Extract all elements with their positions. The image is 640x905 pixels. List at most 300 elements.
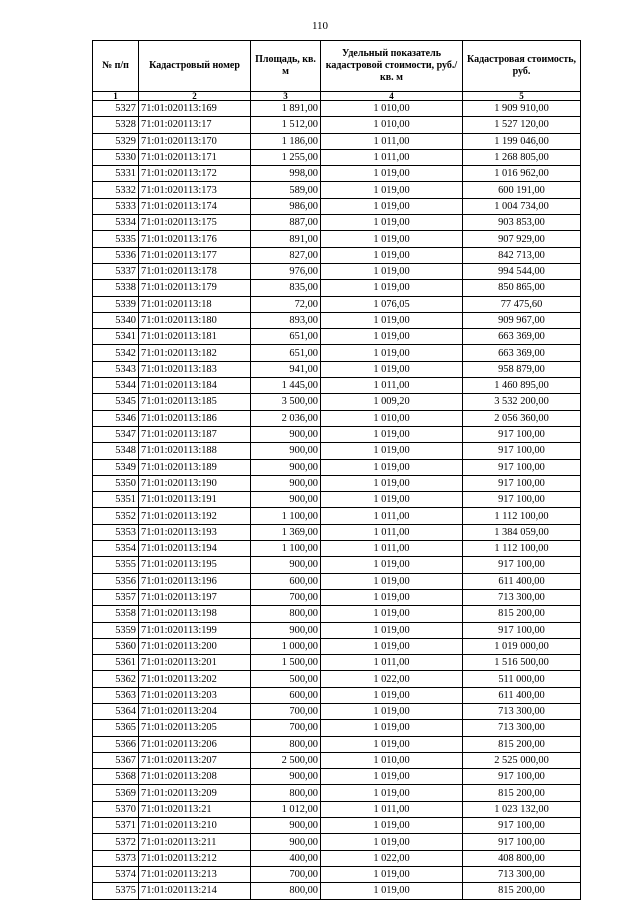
unit-value-cell: 1 019,00 <box>321 492 463 508</box>
cadastral-value-cell: 842 713,00 <box>463 247 581 263</box>
unit-value-cell: 1 019,00 <box>321 426 463 442</box>
cadastral-number-cell: 71:01:020113:188 <box>139 443 251 459</box>
area-cell: 1 012,00 <box>251 801 321 817</box>
cadastral-value-cell: 1 268 805,00 <box>463 149 581 165</box>
cadastral-number-cell: 71:01:020113:172 <box>139 166 251 182</box>
row-number-cell: 5344 <box>93 378 139 394</box>
row-number-cell: 5348 <box>93 443 139 459</box>
row-number-cell: 5351 <box>93 492 139 508</box>
area-cell: 700,00 <box>251 720 321 736</box>
cadastral-value-cell: 1 112 100,00 <box>463 541 581 557</box>
cadastral-value-cell: 77 475,60 <box>463 296 581 312</box>
row-number-cell: 5328 <box>93 117 139 133</box>
cadastral-number-cell: 71:01:020113:183 <box>139 361 251 377</box>
unit-value-cell: 1 010,00 <box>321 752 463 768</box>
cadastral-value-cell: 917 100,00 <box>463 443 581 459</box>
area-cell: 891,00 <box>251 231 321 247</box>
header-area: Площадь, кв. м <box>251 41 321 92</box>
row-number-cell: 5331 <box>93 166 139 182</box>
column-number: 2 <box>139 92 251 101</box>
area-cell: 900,00 <box>251 443 321 459</box>
area-cell: 900,00 <box>251 818 321 834</box>
unit-value-cell: 1 019,00 <box>321 247 463 263</box>
area-cell: 900,00 <box>251 557 321 573</box>
unit-value-cell: 1 011,00 <box>321 508 463 524</box>
row-number-cell: 5342 <box>93 345 139 361</box>
page-number: 110 <box>311 20 329 32</box>
column-number: 5 <box>463 92 581 101</box>
table-row <box>93 720 581 736</box>
area-cell: 1 369,00 <box>251 524 321 540</box>
column-number: 1 <box>93 92 139 101</box>
cadastral-value-cell: 909 967,00 <box>463 312 581 328</box>
cadastral-number-cell: 71:01:020113:176 <box>139 231 251 247</box>
cadastral-number-cell: 71:01:020113:21 <box>139 801 251 817</box>
cadastral-number-cell: 71:01:020113:202 <box>139 671 251 687</box>
cadastral-value-cell: 408 800,00 <box>463 850 581 866</box>
row-number-cell: 5362 <box>93 671 139 687</box>
row-number-cell: 5356 <box>93 573 139 589</box>
cadastral-value-cell: 511 000,00 <box>463 671 581 687</box>
cadastral-value-cell: 611 400,00 <box>463 573 581 589</box>
area-cell: 1 255,00 <box>251 149 321 165</box>
cadastral-number-cell: 71:01:020113:211 <box>139 834 251 850</box>
cadastral-number-cell: 71:01:020113:214 <box>139 883 251 899</box>
table-row <box>93 459 581 475</box>
table-row <box>93 394 581 410</box>
cadastral-value-cell: 903 853,00 <box>463 215 581 231</box>
row-number-cell: 5367 <box>93 752 139 768</box>
cadastral-number-cell: 71:01:020113:17 <box>139 117 251 133</box>
table-row <box>93 866 581 882</box>
table-row <box>93 736 581 752</box>
area-cell: 986,00 <box>251 198 321 214</box>
row-number-cell: 5360 <box>93 638 139 654</box>
row-number-cell: 5343 <box>93 361 139 377</box>
row-number-cell: 5371 <box>93 818 139 834</box>
cadastral-value-cell: 917 100,00 <box>463 459 581 475</box>
cadastral-number-cell: 71:01:020113:198 <box>139 606 251 622</box>
cadastral-number-cell: 71:01:020113:209 <box>139 785 251 801</box>
row-number-cell: 5336 <box>93 247 139 263</box>
table-row <box>93 247 581 263</box>
row-number-cell: 5350 <box>93 475 139 491</box>
table-row <box>93 687 581 703</box>
header-unit-value: Удельный показатель кадастровой стоимости, руб./кв. м <box>321 41 463 92</box>
cadastral-value-cell: 1 016 962,00 <box>463 166 581 182</box>
cadastral-value-cell: 713 300,00 <box>463 866 581 882</box>
unit-value-cell: 1 019,00 <box>321 345 463 361</box>
cadastral-number-cell: 71:01:020113:171 <box>139 149 251 165</box>
unit-value-cell: 1 019,00 <box>321 785 463 801</box>
cadastral-value-cell: 2 056 360,00 <box>463 410 581 426</box>
unit-value-cell: 1 076,05 <box>321 296 463 312</box>
unit-value-cell: 1 019,00 <box>321 736 463 752</box>
unit-value-cell: 1 022,00 <box>321 850 463 866</box>
table-row <box>93 785 581 801</box>
cadastral-number-cell: 71:01:020113:181 <box>139 329 251 345</box>
cadastral-value-cell: 663 369,00 <box>463 345 581 361</box>
unit-value-cell: 1 019,00 <box>321 622 463 638</box>
unit-value-cell: 1 019,00 <box>321 443 463 459</box>
row-number-cell: 5373 <box>93 850 139 866</box>
cadastral-number-cell: 71:01:020113:208 <box>139 769 251 785</box>
unit-value-cell: 1 019,00 <box>321 166 463 182</box>
table-row <box>93 573 581 589</box>
table-row <box>93 361 581 377</box>
row-number-cell: 5349 <box>93 459 139 475</box>
table-row <box>93 541 581 557</box>
table-row <box>93 818 581 834</box>
cadastral-value-cell: 958 879,00 <box>463 361 581 377</box>
cadastral-number-cell: 71:01:020113:177 <box>139 247 251 263</box>
table-row <box>93 280 581 296</box>
cadastral-number-cell: 71:01:020113:185 <box>139 394 251 410</box>
unit-value-cell: 1 019,00 <box>321 231 463 247</box>
unit-value-cell: 1 019,00 <box>321 215 463 231</box>
row-number-cell: 5345 <box>93 394 139 410</box>
area-cell: 887,00 <box>251 215 321 231</box>
table-row <box>93 638 581 654</box>
table-row <box>93 850 581 866</box>
cadastral-number-cell: 71:01:020113:200 <box>139 638 251 654</box>
cadastral-number-cell: 71:01:020113:186 <box>139 410 251 426</box>
cadastral-number-cell: 71:01:020113:180 <box>139 312 251 328</box>
row-number-cell: 5337 <box>93 263 139 279</box>
column-number: 4 <box>321 92 463 101</box>
cadastral-value-cell: 1 516 500,00 <box>463 655 581 671</box>
cadastral-value-cell: 815 200,00 <box>463 785 581 801</box>
area-cell: 835,00 <box>251 280 321 296</box>
unit-value-cell: 1 011,00 <box>321 149 463 165</box>
cadastral-value-cell: 917 100,00 <box>463 426 581 442</box>
unit-value-cell: 1 019,00 <box>321 769 463 785</box>
unit-value-cell: 1 019,00 <box>321 198 463 214</box>
cadastral-value-cell: 1 004 734,00 <box>463 198 581 214</box>
area-cell: 3 500,00 <box>251 394 321 410</box>
unit-value-cell: 1 019,00 <box>321 834 463 850</box>
row-number-cell: 5368 <box>93 769 139 785</box>
area-cell: 600,00 <box>251 687 321 703</box>
cadastral-value-cell: 994 544,00 <box>463 263 581 279</box>
table-row <box>93 263 581 279</box>
unit-value-cell: 1 019,00 <box>321 182 463 198</box>
cadastral-value-cell: 600 191,00 <box>463 182 581 198</box>
cadastral-number-cell: 71:01:020113:197 <box>139 589 251 605</box>
table-row <box>93 378 581 394</box>
unit-value-cell: 1 019,00 <box>321 687 463 703</box>
table-row <box>93 426 581 442</box>
table-row <box>93 834 581 850</box>
unit-value-cell: 1 011,00 <box>321 541 463 557</box>
unit-value-cell: 1 011,00 <box>321 655 463 671</box>
cadastral-number-cell: 71:01:020113:170 <box>139 133 251 149</box>
row-number-cell: 5366 <box>93 736 139 752</box>
area-cell: 1 445,00 <box>251 378 321 394</box>
cadastral-value-table <box>92 40 581 900</box>
area-cell: 700,00 <box>251 589 321 605</box>
cadastral-value-cell: 1 023 132,00 <box>463 801 581 817</box>
table-row <box>93 117 581 133</box>
table-row <box>93 443 581 459</box>
area-cell: 700,00 <box>251 703 321 719</box>
area-cell: 900,00 <box>251 622 321 638</box>
table-row <box>93 329 581 345</box>
row-number-cell: 5357 <box>93 589 139 605</box>
column-number-row <box>93 92 581 101</box>
cadastral-number-cell: 71:01:020113:210 <box>139 818 251 834</box>
area-cell: 1 891,00 <box>251 101 321 117</box>
cadastral-number-cell: 71:01:020113:196 <box>139 573 251 589</box>
unit-value-cell: 1 019,00 <box>321 720 463 736</box>
row-number-cell: 5329 <box>93 133 139 149</box>
cadastral-number-cell: 71:01:020113:203 <box>139 687 251 703</box>
row-number-cell: 5374 <box>93 866 139 882</box>
cadastral-number-cell: 71:01:020113:205 <box>139 720 251 736</box>
table-row <box>93 166 581 182</box>
table-row <box>93 883 581 899</box>
area-cell: 900,00 <box>251 834 321 850</box>
area-cell: 800,00 <box>251 606 321 622</box>
cadastral-number-cell: 71:01:020113:174 <box>139 198 251 214</box>
column-number: 3 <box>251 92 321 101</box>
cadastral-number-cell: 71:01:020113:190 <box>139 475 251 491</box>
cadastral-value-cell: 713 300,00 <box>463 720 581 736</box>
area-cell: 1 000,00 <box>251 638 321 654</box>
unit-value-cell: 1 019,00 <box>321 589 463 605</box>
row-number-cell: 5341 <box>93 329 139 345</box>
area-cell: 800,00 <box>251 883 321 899</box>
row-number-cell: 5352 <box>93 508 139 524</box>
header-cadastral-value: Кадастровая стоимость, руб. <box>463 41 581 92</box>
cadastral-value-cell: 917 100,00 <box>463 492 581 508</box>
table-row <box>93 133 581 149</box>
unit-value-cell: 1 010,00 <box>321 101 463 117</box>
cadastral-value-cell: 1 112 100,00 <box>463 508 581 524</box>
cadastral-number-cell: 71:01:020113:206 <box>139 736 251 752</box>
cadastral-number-cell: 71:01:020113:173 <box>139 182 251 198</box>
unit-value-cell: 1 009,20 <box>321 394 463 410</box>
table-row <box>93 703 581 719</box>
row-number-cell: 5369 <box>93 785 139 801</box>
table-row <box>93 231 581 247</box>
unit-value-cell: 1 011,00 <box>321 524 463 540</box>
cadastral-number-cell: 71:01:020113:191 <box>139 492 251 508</box>
cadastral-number-cell: 71:01:020113:178 <box>139 263 251 279</box>
area-cell: 900,00 <box>251 475 321 491</box>
unit-value-cell: 1 019,00 <box>321 866 463 882</box>
row-number-cell: 5333 <box>93 198 139 214</box>
area-cell: 1 186,00 <box>251 133 321 149</box>
table-row <box>93 182 581 198</box>
cadastral-value-cell: 1 019 000,00 <box>463 638 581 654</box>
cadastral-value-cell: 917 100,00 <box>463 769 581 785</box>
row-number-cell: 5339 <box>93 296 139 312</box>
table-row <box>93 492 581 508</box>
cadastral-value-cell: 815 200,00 <box>463 606 581 622</box>
table-row <box>93 622 581 638</box>
cadastral-value-cell: 917 100,00 <box>463 557 581 573</box>
row-number-cell: 5372 <box>93 834 139 850</box>
unit-value-cell: 1 019,00 <box>321 329 463 345</box>
unit-value-cell: 1 019,00 <box>321 280 463 296</box>
area-cell: 1 500,00 <box>251 655 321 671</box>
row-number-cell: 5332 <box>93 182 139 198</box>
cadastral-value-cell: 1 909 910,00 <box>463 101 581 117</box>
cadastral-number-cell: 71:01:020113:187 <box>139 426 251 442</box>
row-number-cell: 5340 <box>93 312 139 328</box>
cadastral-number-cell: 71:01:020113:204 <box>139 703 251 719</box>
cadastral-number-cell: 71:01:020113:169 <box>139 101 251 117</box>
table-row <box>93 410 581 426</box>
table-row <box>93 655 581 671</box>
row-number-cell: 5354 <box>93 541 139 557</box>
cadastral-value-cell: 917 100,00 <box>463 622 581 638</box>
unit-value-cell: 1 019,00 <box>321 638 463 654</box>
cadastral-number-cell: 71:01:020113:184 <box>139 378 251 394</box>
cadastral-value-cell: 815 200,00 <box>463 883 581 899</box>
area-cell: 800,00 <box>251 785 321 801</box>
table-row <box>93 296 581 312</box>
cadastral-number-cell: 71:01:020113:213 <box>139 866 251 882</box>
table-row <box>93 475 581 491</box>
row-number-cell: 5363 <box>93 687 139 703</box>
area-cell: 998,00 <box>251 166 321 182</box>
cadastral-number-cell: 71:01:020113:192 <box>139 508 251 524</box>
table-row <box>93 101 581 117</box>
cadastral-value-cell: 611 400,00 <box>463 687 581 703</box>
area-cell: 893,00 <box>251 312 321 328</box>
cadastral-value-cell: 2 525 000,00 <box>463 752 581 768</box>
table-row <box>93 149 581 165</box>
table-row <box>93 606 581 622</box>
cadastral-value-cell: 907 929,00 <box>463 231 581 247</box>
unit-value-cell: 1 019,00 <box>321 573 463 589</box>
unit-value-cell: 1 019,00 <box>321 883 463 899</box>
unit-value-cell: 1 019,00 <box>321 312 463 328</box>
cadastral-value-cell: 713 300,00 <box>463 703 581 719</box>
cadastral-number-cell: 71:01:020113:179 <box>139 280 251 296</box>
row-number-cell: 5364 <box>93 703 139 719</box>
row-number-cell: 5335 <box>93 231 139 247</box>
area-cell: 400,00 <box>251 850 321 866</box>
cadastral-number-cell: 71:01:020113:207 <box>139 752 251 768</box>
row-number-cell: 5355 <box>93 557 139 573</box>
unit-value-cell: 1 022,00 <box>321 671 463 687</box>
table-row <box>93 769 581 785</box>
unit-value-cell: 1 010,00 <box>321 410 463 426</box>
area-cell: 2 500,00 <box>251 752 321 768</box>
area-cell: 1 100,00 <box>251 508 321 524</box>
table-row <box>93 215 581 231</box>
cadastral-number-cell: 71:01:020113:18 <box>139 296 251 312</box>
cadastral-number-cell: 71:01:020113:189 <box>139 459 251 475</box>
unit-value-cell: 1 019,00 <box>321 606 463 622</box>
cadastral-value-cell: 1 460 895,00 <box>463 378 581 394</box>
row-number-cell: 5375 <box>93 883 139 899</box>
row-number-cell: 5330 <box>93 149 139 165</box>
area-cell: 900,00 <box>251 426 321 442</box>
table-body <box>93 101 581 900</box>
cadastral-value-cell: 1 384 059,00 <box>463 524 581 540</box>
row-number-cell: 5334 <box>93 215 139 231</box>
unit-value-cell: 1 019,00 <box>321 459 463 475</box>
table-row <box>93 524 581 540</box>
area-cell: 589,00 <box>251 182 321 198</box>
cadastral-number-cell: 71:01:020113:199 <box>139 622 251 638</box>
area-cell: 500,00 <box>251 671 321 687</box>
area-cell: 1 512,00 <box>251 117 321 133</box>
unit-value-cell: 1 011,00 <box>321 378 463 394</box>
area-cell: 2 036,00 <box>251 410 321 426</box>
area-cell: 72,00 <box>251 296 321 312</box>
row-number-cell: 5338 <box>93 280 139 296</box>
cadastral-value-cell: 3 532 200,00 <box>463 394 581 410</box>
row-number-cell: 5370 <box>93 801 139 817</box>
area-cell: 651,00 <box>251 345 321 361</box>
cadastral-number-cell: 71:01:020113:193 <box>139 524 251 540</box>
cadastral-number-cell: 71:01:020113:201 <box>139 655 251 671</box>
cadastral-number-cell: 71:01:020113:175 <box>139 215 251 231</box>
cadastral-number-cell: 71:01:020113:182 <box>139 345 251 361</box>
area-cell: 827,00 <box>251 247 321 263</box>
cadastral-value-cell: 917 100,00 <box>463 834 581 850</box>
table-row <box>93 198 581 214</box>
table-row <box>93 801 581 817</box>
cadastral-value-cell: 815 200,00 <box>463 736 581 752</box>
cadastral-value-cell: 663 369,00 <box>463 329 581 345</box>
header-cadastral-number: Кадастровый номер <box>139 41 251 92</box>
cadastral-value-cell: 1 199 046,00 <box>463 133 581 149</box>
area-cell: 600,00 <box>251 573 321 589</box>
unit-value-cell: 1 019,00 <box>321 703 463 719</box>
unit-value-cell: 1 019,00 <box>321 263 463 279</box>
row-number-cell: 5353 <box>93 524 139 540</box>
row-number-cell: 5365 <box>93 720 139 736</box>
area-cell: 900,00 <box>251 769 321 785</box>
cadastral-value-cell: 917 100,00 <box>463 818 581 834</box>
cadastral-value-cell: 917 100,00 <box>463 475 581 491</box>
table-row <box>93 508 581 524</box>
unit-value-cell: 1 019,00 <box>321 361 463 377</box>
unit-value-cell: 1 019,00 <box>321 818 463 834</box>
row-number-cell: 5359 <box>93 622 139 638</box>
row-number-cell: 5361 <box>93 655 139 671</box>
cadastral-number-cell: 71:01:020113:195 <box>139 557 251 573</box>
table-row <box>93 752 581 768</box>
table-row <box>93 671 581 687</box>
unit-value-cell: 1 011,00 <box>321 801 463 817</box>
area-cell: 800,00 <box>251 736 321 752</box>
table-row <box>93 557 581 573</box>
area-cell: 976,00 <box>251 263 321 279</box>
header-row-number: № п/п <box>93 41 139 92</box>
unit-value-cell: 1 010,00 <box>321 117 463 133</box>
unit-value-cell: 1 019,00 <box>321 475 463 491</box>
cadastral-number-cell: 71:01:020113:212 <box>139 850 251 866</box>
table-row <box>93 345 581 361</box>
cadastral-number-cell: 71:01:020113:194 <box>139 541 251 557</box>
area-cell: 1 100,00 <box>251 541 321 557</box>
cadastral-value-cell: 1 527 120,00 <box>463 117 581 133</box>
table-row <box>93 312 581 328</box>
row-number-cell: 5347 <box>93 426 139 442</box>
table-row <box>93 589 581 605</box>
unit-value-cell: 1 011,00 <box>321 133 463 149</box>
area-cell: 900,00 <box>251 459 321 475</box>
area-cell: 651,00 <box>251 329 321 345</box>
row-number-cell: 5327 <box>93 101 139 117</box>
